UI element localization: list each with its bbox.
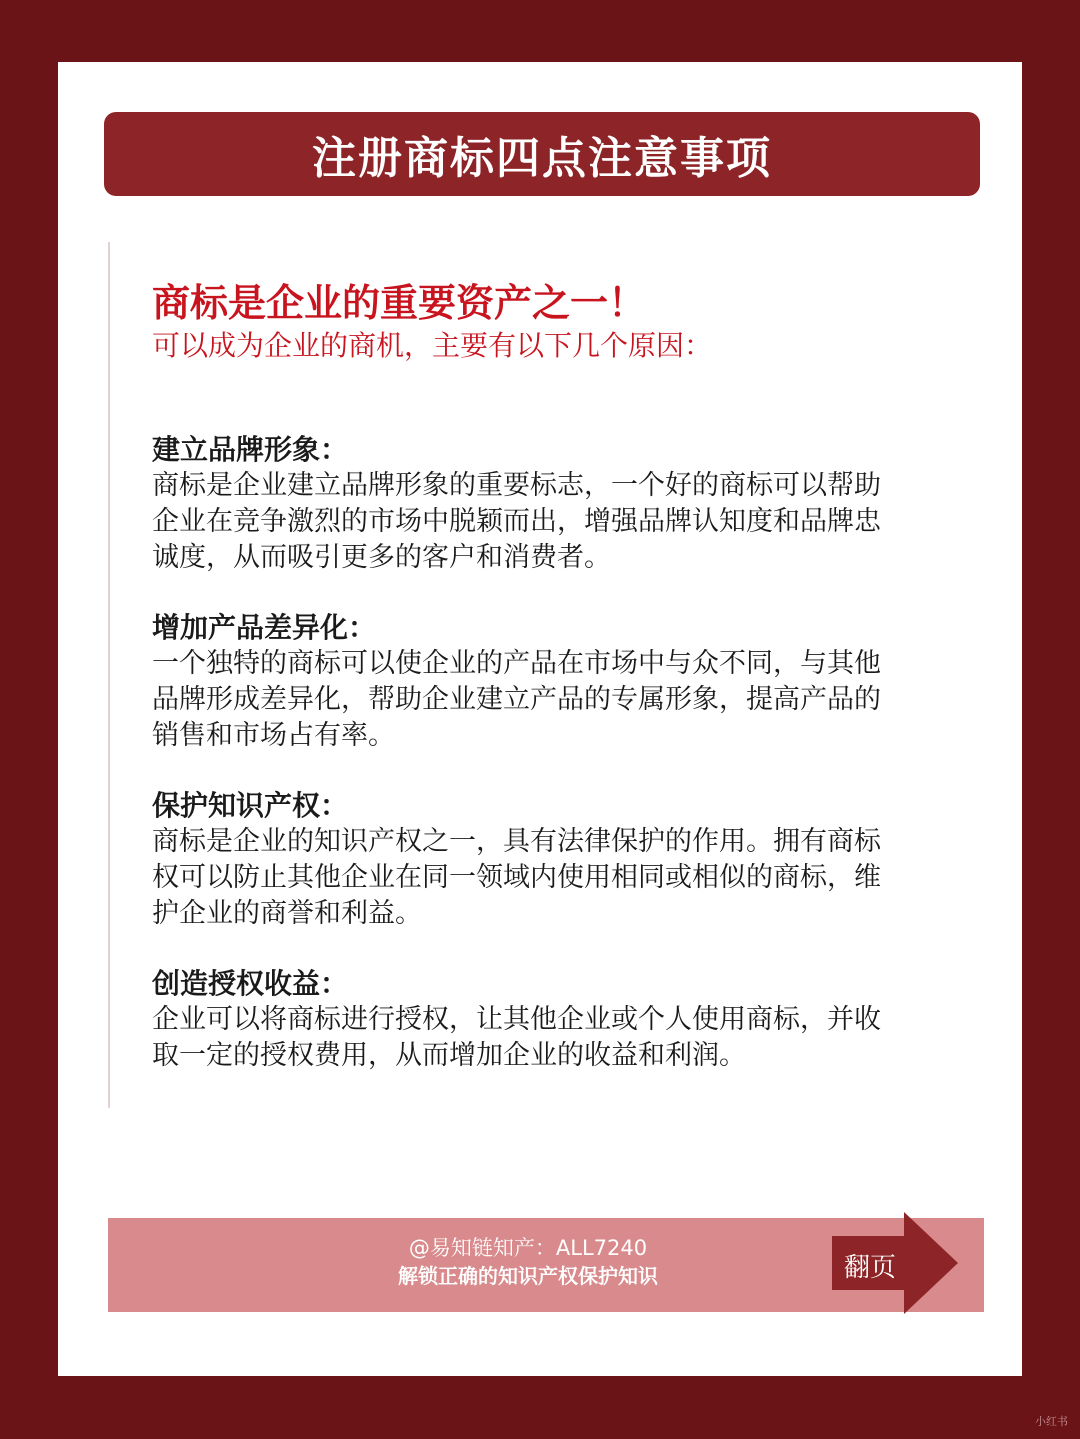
side-divider: [108, 242, 110, 1108]
reason-title: 建立品牌形象：: [152, 433, 349, 466]
next-page-label[interactable]: 翻页: [844, 1253, 897, 1283]
reason-section: [152, 788, 962, 932]
reason-body: [152, 1002, 962, 1074]
title-banner: [104, 112, 980, 196]
reason-line: 诚度，从而吸引更多的客户和消费者。: [152, 542, 611, 573]
reason-body: [152, 646, 962, 754]
reason-line: 品牌形成差异化，帮助企业建立产品的专属形象，提高产品的: [152, 684, 881, 715]
page-title: 注册商标四点注意事项: [312, 133, 772, 184]
watermark: 小红书: [1035, 1415, 1068, 1428]
reason-line: 商标是企业建立品牌形象的重要标志，一个好的商标可以帮助: [152, 470, 881, 501]
reason-line: 企业可以将商标进行授权，让其他企业或个人使用商标，并收: [152, 1004, 881, 1035]
reason-title: 增加产品差异化：: [152, 611, 377, 644]
reason-body: [152, 824, 962, 932]
reasons-list: [152, 432, 962, 1108]
headline: 商标是企业的重要资产之一！: [152, 281, 647, 325]
reason-title: 创造授权收益：: [152, 967, 349, 1000]
reason-line: 护企业的商誉和利益。: [152, 898, 422, 929]
reason-line: 企业在竞争激烈的市场中脱颖而出，增强品牌认知度和品牌忠: [152, 506, 881, 537]
reason-title: 保护知识产权：: [152, 789, 349, 822]
reason-section: [152, 432, 962, 576]
reason-line: 取一定的授权费用，从而增加企业的收益和利润。: [152, 1040, 746, 1071]
reason-section: [152, 966, 962, 1074]
content-card: [58, 62, 1022, 1376]
reason-line: 权可以防止其他企业在同一领域内使用相同或相似的商标，维: [152, 862, 881, 893]
reason-line: 一个独特的商标可以使企业的产品在市场中与众不同，与其他: [152, 648, 881, 679]
reason-line: 商标是企业的知识产权之一，具有法律保护的作用。拥有商标: [152, 826, 881, 857]
reason-section: [152, 610, 962, 754]
reason-body: [152, 468, 962, 576]
account-handle: @易知链知产：ALL7240: [408, 1236, 648, 1260]
footer-slogan: 解锁正确的知识产权保护知识: [398, 1264, 658, 1288]
subline: 可以成为企业的商机，主要有以下几个原因：: [152, 329, 713, 362]
reason-line: 销售和市场占有率。: [152, 720, 395, 751]
